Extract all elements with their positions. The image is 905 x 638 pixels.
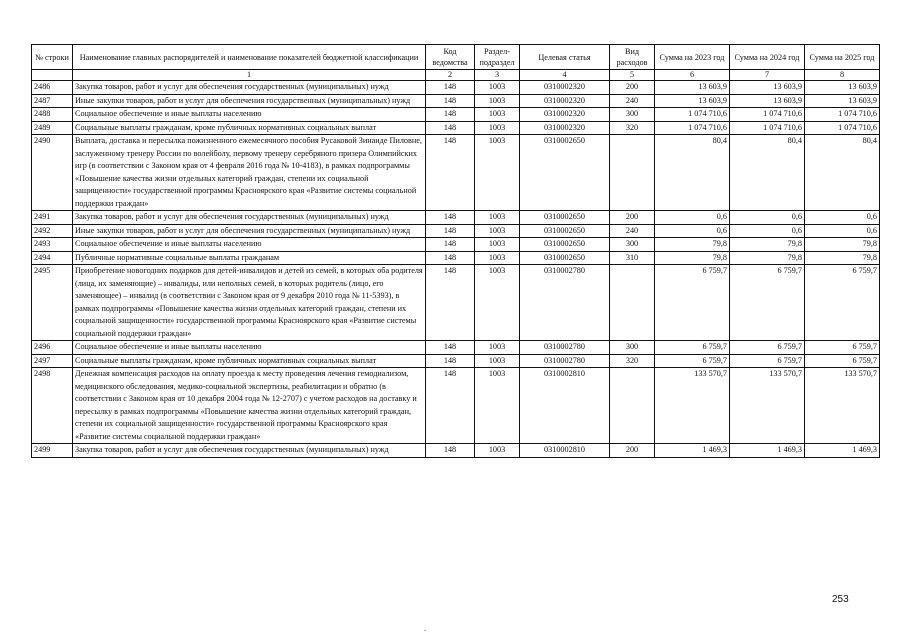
sum-2025-cell: 1 074 710,6 xyxy=(805,121,880,135)
expense-kind-cell: 200 xyxy=(610,444,655,458)
row-name-cell: Приобретение новогодних подарков для детей-инвалидов и детей из семей, в которых оба родителя (лица, их заменяющие) – инвалиды, или неполных семей, в которых родитель (лицо, его заменяющее) – инвалид (в соответствии с Законом края от 9 декабря 2010 года № 11-5393), в рамках подпрограммы «Повышение качества жизни отдельных категорий граждан, степени их социальной защищенности» государственной программы Красноярского края «Развитие системы социальной поддержки граждан» xyxy=(73,265,426,341)
sum-2025-cell: 0,6 xyxy=(805,211,880,225)
table-row xyxy=(32,81,880,95)
table-row xyxy=(32,341,880,355)
expense-kind-cell: 200 xyxy=(610,81,655,95)
expense-kind-cell: 310 xyxy=(610,251,655,265)
row-number-cell: 2489 xyxy=(32,121,73,135)
target-article-cell: 0310002650 xyxy=(520,251,610,265)
table-row xyxy=(32,368,880,444)
section-cell: 1003 xyxy=(475,211,520,225)
sum-2023-cell: 133 570,7 xyxy=(655,368,730,444)
section-cell: 1003 xyxy=(475,224,520,238)
sum-2024-cell: 1 469,3 xyxy=(730,444,805,458)
col-number: 7 xyxy=(730,70,805,81)
sum-2023-cell: 13 603,9 xyxy=(655,94,730,108)
target-article-cell: 0310002650 xyxy=(520,238,610,252)
table-row xyxy=(32,444,880,458)
row-name-cell: Денежная компенсация расходов на оплату проезда к месту проведения лечения гемодиализом, медицинского обследования, медико-социальной экспертизы, реабилитации и обратно (в соответствии с Законом края от 10 декабря 2004 года № 12-2707) с учетом расходов на доставку и пересылку в рамках подпрограммы «Повышение качества жизни отдельных категорий граждан, степени их социальной защищенности» государственной программы Красноярского края «Развитие системы социальной поддержки граждан» xyxy=(73,368,426,444)
header-target: Целевая статья xyxy=(520,45,610,70)
table-body xyxy=(32,81,880,458)
row-number-cell: 2498 xyxy=(32,368,73,444)
budget-table xyxy=(31,44,880,458)
section-cell: 1003 xyxy=(475,108,520,122)
header-sum-2024: Сумма на 2024 год xyxy=(730,45,805,70)
table-row xyxy=(32,238,880,252)
sum-2025-cell: 1 469,3 xyxy=(805,444,880,458)
target-article-cell: 0310002650 xyxy=(520,224,610,238)
section-cell: 1003 xyxy=(475,238,520,252)
row-number-cell: 2490 xyxy=(32,135,73,211)
dept-code-cell: 148 xyxy=(426,94,475,108)
sum-2025-cell: 13 603,9 xyxy=(805,81,880,95)
sum-2025-cell: 6 759,7 xyxy=(805,265,880,341)
sum-2024-cell: 13 603,9 xyxy=(730,81,805,95)
row-number-cell: 2487 xyxy=(32,94,73,108)
table-row xyxy=(32,121,880,135)
section-cell: 1003 xyxy=(475,368,520,444)
section-cell: 1003 xyxy=(475,94,520,108)
section-cell: 1003 xyxy=(475,341,520,355)
target-article-cell: 0310002320 xyxy=(520,81,610,95)
table-row xyxy=(32,211,880,225)
dept-code-cell: 148 xyxy=(426,444,475,458)
sum-2024-cell: 0,6 xyxy=(730,211,805,225)
header-name: Наименование главных распорядителей и наименование показателей бюджетной классификации xyxy=(73,45,426,70)
sum-2025-cell: 6 759,7 xyxy=(805,341,880,355)
header-kind: Вид расходов xyxy=(610,45,655,70)
row-name-cell: Социальное обеспечение и иные выплаты населению xyxy=(73,238,426,252)
sum-2024-cell: 79,8 xyxy=(730,251,805,265)
row-name-cell: Закупка товаров, работ и услуг для обеспечения государственных (муниципальных) нужд xyxy=(73,211,426,225)
target-article-cell: 0310002780 xyxy=(520,341,610,355)
col-number: 2 xyxy=(426,70,475,81)
sum-2024-cell: 6 759,7 xyxy=(730,341,805,355)
header-row xyxy=(32,45,880,70)
table-row xyxy=(32,224,880,238)
section-cell: 1003 xyxy=(475,121,520,135)
row-number-cell: 2499 xyxy=(32,444,73,458)
dept-code-cell: 148 xyxy=(426,108,475,122)
row-name-cell: Социальные выплаты гражданам, кроме публичных нормативных социальных выплат xyxy=(73,354,426,368)
target-article-cell: 0310002320 xyxy=(520,94,610,108)
page-number: 253 xyxy=(832,594,849,605)
col-number: 3 xyxy=(475,70,520,81)
row-number-cell: 2493 xyxy=(32,238,73,252)
header-sum-2023: Сумма на 2023 год xyxy=(655,45,730,70)
col-number: 1 xyxy=(73,70,426,81)
section-cell: 1003 xyxy=(475,444,520,458)
expense-kind-cell xyxy=(610,135,655,211)
row-name-cell: Социальное обеспечение и иные выплаты населению xyxy=(73,108,426,122)
expense-kind-cell: 320 xyxy=(610,121,655,135)
table-row xyxy=(32,108,880,122)
row-name-cell: Социальное обеспечение и иные выплаты населению xyxy=(73,341,426,355)
page-mark: . xyxy=(424,624,426,633)
col-number: 8 xyxy=(805,70,880,81)
row-number-cell: 2497 xyxy=(32,354,73,368)
sum-2023-cell: 0,6 xyxy=(655,224,730,238)
dept-code-cell: 148 xyxy=(426,341,475,355)
sum-2023-cell: 79,8 xyxy=(655,251,730,265)
sum-2023-cell: 6 759,7 xyxy=(655,265,730,341)
header-section: Раздел-подраздел xyxy=(475,45,520,70)
row-name-cell: Иные закупки товаров, работ и услуг для обеспечения государственных (муниципальных) нужд xyxy=(73,94,426,108)
dept-code-cell: 148 xyxy=(426,211,475,225)
col-number: 4 xyxy=(520,70,610,81)
target-article-cell: 0310002320 xyxy=(520,108,610,122)
sum-2024-cell: 13 603,9 xyxy=(730,94,805,108)
row-number-cell: 2491 xyxy=(32,211,73,225)
row-number-cell: 2495 xyxy=(32,265,73,341)
header-dept-code: Код ведомства xyxy=(426,45,475,70)
dept-code-cell: 148 xyxy=(426,135,475,211)
section-cell: 1003 xyxy=(475,265,520,341)
row-number-cell: 2494 xyxy=(32,251,73,265)
col-number xyxy=(32,70,73,81)
row-number-cell: 2486 xyxy=(32,81,73,95)
dept-code-cell: 148 xyxy=(426,81,475,95)
row-number-cell: 2496 xyxy=(32,341,73,355)
dept-code-cell: 148 xyxy=(426,238,475,252)
dept-code-cell: 148 xyxy=(426,224,475,238)
sum-2025-cell: 79,8 xyxy=(805,251,880,265)
target-article-cell: 0310002780 xyxy=(520,265,610,341)
expense-kind-cell xyxy=(610,368,655,444)
row-name-cell: Закупка товаров, работ и услуг для обеспечения государственных (муниципальных) нужд xyxy=(73,81,426,95)
sum-2025-cell: 133 570,7 xyxy=(805,368,880,444)
row-number-cell: 2492 xyxy=(32,224,73,238)
sum-2024-cell: 80,4 xyxy=(730,135,805,211)
table-row xyxy=(32,265,880,341)
sum-2024-cell: 6 759,7 xyxy=(730,265,805,341)
expense-kind-cell: 240 xyxy=(610,94,655,108)
sum-2024-cell: 79,8 xyxy=(730,238,805,252)
expense-kind-cell xyxy=(610,265,655,341)
target-article-cell: 0310002320 xyxy=(520,121,610,135)
table-row xyxy=(32,354,880,368)
sum-2025-cell: 13 603,9 xyxy=(805,94,880,108)
section-cell: 1003 xyxy=(475,81,520,95)
sum-2025-cell: 6 759,7 xyxy=(805,354,880,368)
col-number: 6 xyxy=(655,70,730,81)
sum-2025-cell: 1 074 710,6 xyxy=(805,108,880,122)
table-row xyxy=(32,251,880,265)
sum-2024-cell: 6 759,7 xyxy=(730,354,805,368)
sum-2025-cell: 79,8 xyxy=(805,238,880,252)
target-article-cell: 0310002810 xyxy=(520,368,610,444)
sum-2023-cell: 1 074 710,6 xyxy=(655,108,730,122)
dept-code-cell: 148 xyxy=(426,354,475,368)
sum-2024-cell: 0,6 xyxy=(730,224,805,238)
dept-code-cell: 148 xyxy=(426,251,475,265)
row-name-cell: Публичные нормативные социальные выплаты гражданам xyxy=(73,251,426,265)
target-article-cell: 0310002810 xyxy=(520,444,610,458)
sum-2023-cell: 79,8 xyxy=(655,238,730,252)
sum-2023-cell: 0,6 xyxy=(655,211,730,225)
sum-2024-cell: 1 074 710,6 xyxy=(730,108,805,122)
row-name-cell: Иные закупки товаров, работ и услуг для обеспечения государственных (муниципальных) нужд xyxy=(73,224,426,238)
dept-code-cell: 148 xyxy=(426,368,475,444)
table-row xyxy=(32,94,880,108)
sum-2024-cell: 133 570,7 xyxy=(730,368,805,444)
section-cell: 1003 xyxy=(475,135,520,211)
table-row xyxy=(32,135,880,211)
dept-code-cell: 148 xyxy=(426,265,475,341)
row-name-cell: Выплата, доставка и пересылка пожизненного ежемесячного пособия Русаковой Зинаиде Пиловне, заслуженному тренеру России по волейболу, первому тренеру серебряного призера Олимпийских игр (в соответствии с Законом края от 4 февраля 2016 года № 10-4183), в рамках подпрограммы «Повышение качества жизни отдельных категорий граждан, степени их социальной защищенности» государственной программы Красноярского края «Развитие системы социальной поддержки граждан» xyxy=(73,135,426,211)
expense-kind-cell: 300 xyxy=(610,238,655,252)
sum-2023-cell: 80,4 xyxy=(655,135,730,211)
dept-code-cell: 148 xyxy=(426,121,475,135)
expense-kind-cell: 300 xyxy=(610,108,655,122)
target-article-cell: 0310002650 xyxy=(520,135,610,211)
col-number: 5 xyxy=(610,70,655,81)
sum-2023-cell: 1 074 710,6 xyxy=(655,121,730,135)
section-cell: 1003 xyxy=(475,354,520,368)
sum-2025-cell: 80,4 xyxy=(805,135,880,211)
sum-2023-cell: 1 469,3 xyxy=(655,444,730,458)
expense-kind-cell: 240 xyxy=(610,224,655,238)
expense-kind-cell: 200 xyxy=(610,211,655,225)
row-name-cell: Закупка товаров, работ и услуг для обеспечения государственных (муниципальных) нужд xyxy=(73,444,426,458)
header-number-row xyxy=(32,70,880,81)
target-article-cell: 0310002650 xyxy=(520,211,610,225)
sum-2023-cell: 6 759,7 xyxy=(655,354,730,368)
expense-kind-cell: 300 xyxy=(610,341,655,355)
row-name-cell: Социальные выплаты гражданам, кроме публичных нормативных социальных выплат xyxy=(73,121,426,135)
header-row-number: № строки xyxy=(32,45,73,70)
sum-2024-cell: 1 074 710,6 xyxy=(730,121,805,135)
sum-2023-cell: 6 759,7 xyxy=(655,341,730,355)
sum-2025-cell: 0,6 xyxy=(805,224,880,238)
sum-2023-cell: 13 603,9 xyxy=(655,81,730,95)
expense-kind-cell: 320 xyxy=(610,354,655,368)
header-sum-2025: Сумма на 2025 год xyxy=(805,45,880,70)
target-article-cell: 0310002780 xyxy=(520,354,610,368)
section-cell: 1003 xyxy=(475,251,520,265)
row-number-cell: 2488 xyxy=(32,108,73,122)
